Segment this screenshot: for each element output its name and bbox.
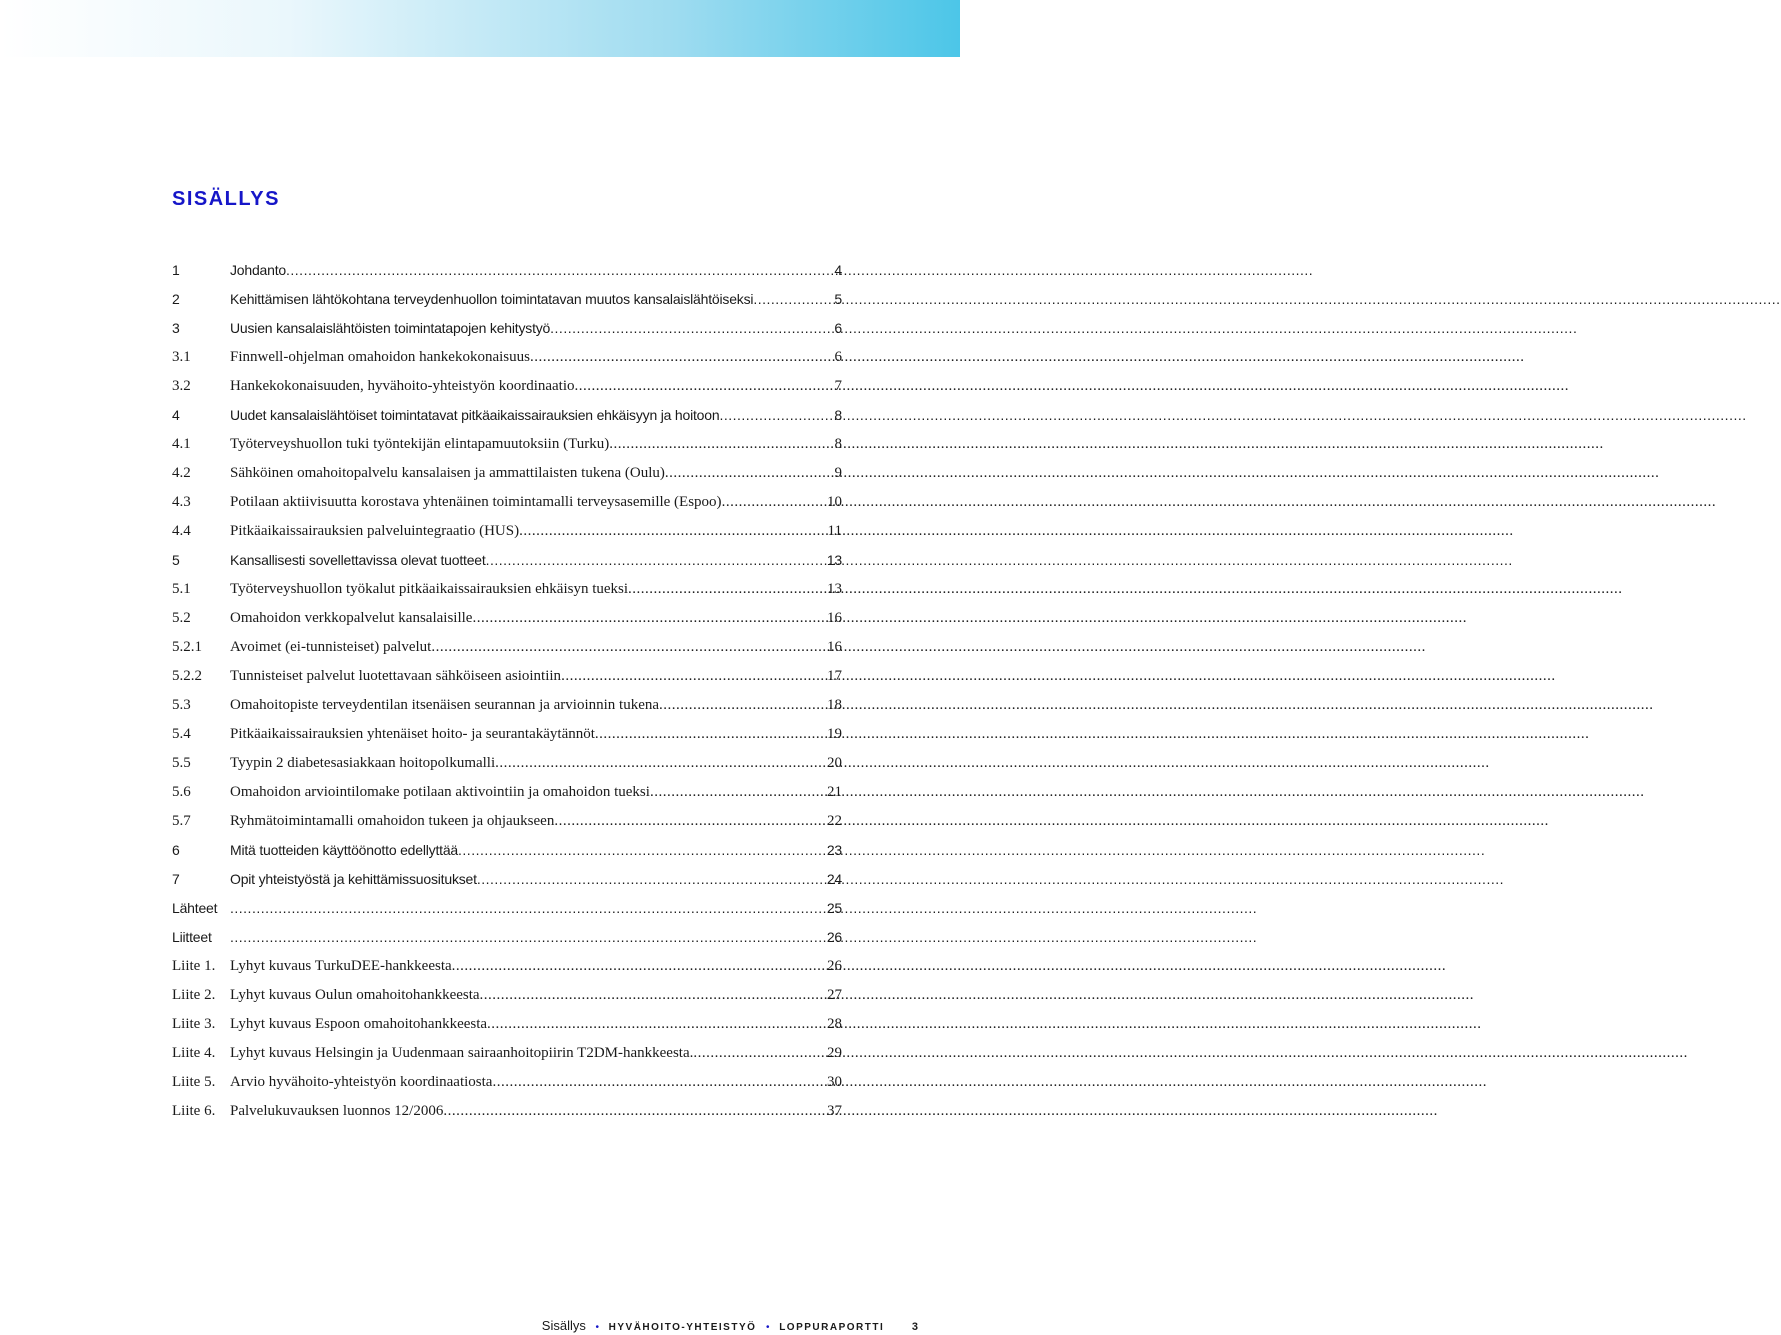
toc-dot-leader	[665, 465, 833, 482]
toc-dot-leader	[575, 378, 833, 395]
header-color-band	[0, 0, 960, 57]
toc-entry-title: Tyypin 2 diabetesasiakkaan hoitopolkumalli	[230, 755, 496, 771]
page-footer	[542, 1318, 918, 1333]
toc-entry-number: 4	[172, 407, 180, 423]
toc-entry-title: Pitkäaikaissairauksien palveluintegraatio (HUS)	[230, 523, 520, 539]
toc-dot-leader	[443, 1103, 825, 1120]
footer-report-label: LOPPURAPORTTI	[779, 1322, 885, 1333]
toc-entry-number: 4.1	[172, 436, 191, 452]
toc-entry[interactable]	[172, 842, 842, 871]
toc-entry-page: 6	[834, 320, 842, 336]
toc-entry-page: 7	[834, 378, 842, 394]
toc-entry-number: Liite 3.	[172, 1016, 216, 1032]
toc-entry-page: 29	[827, 1045, 842, 1061]
toc-dot-leader	[286, 262, 832, 278]
toc-entry[interactable]	[172, 697, 842, 726]
toc-entry-number: 5.2.1	[172, 639, 202, 655]
toc-entry-title: Uusien kansalaislähtöisten toimintatapojen kehitystyö	[230, 320, 551, 336]
toc-dot-leader	[659, 697, 825, 714]
toc-entry-page: 26	[826, 929, 842, 945]
toc-entry-title: Finnwell-ohjelman omahoidon hankekokonaisuus	[230, 349, 530, 365]
toc-entry-page: 17	[827, 668, 842, 684]
toc-entry-title: Lyhyt kuvaus TurkuDEE-hankkeesta	[230, 958, 452, 974]
toc-entry-page: 20	[827, 755, 842, 771]
toc-entry-page: 16	[827, 610, 842, 626]
toc-entry[interactable]	[172, 610, 842, 639]
toc-entry-title: Lyhyt kuvaus Oulun omahoitohankkeesta	[230, 987, 480, 1003]
toc-entry-number: 2	[172, 291, 180, 307]
toc-entry[interactable]	[172, 262, 842, 291]
toc-entry-title: Kansallisesti sovellettavissa olevat tuotteet	[230, 552, 486, 568]
toc-entry-page: 16	[827, 639, 842, 655]
toc-entry-page: 28	[827, 1016, 842, 1032]
toc-dot-leader	[487, 1016, 825, 1033]
toc-entry-number: Liite 2.	[172, 987, 216, 1003]
toc-entry-number: 5.3	[172, 697, 191, 713]
toc-dot-leader	[595, 726, 825, 743]
toc-entry[interactable]	[172, 929, 842, 958]
toc-entry[interactable]	[172, 755, 842, 784]
toc-entry-title: Hankekokonaisuuden, hyvähoito-yhteistyön koordinaatio	[230, 378, 575, 394]
toc-dot-leader	[472, 610, 825, 627]
toc-entry[interactable]	[172, 552, 842, 581]
toc-entry[interactable]	[172, 407, 842, 436]
toc-entry-title: Lyhyt kuvaus Espoon omahoitohankkeesta	[230, 1016, 488, 1032]
toc-entry-title: Omahoidon verkkopalvelut kansalaisille	[230, 610, 473, 626]
toc-entry-number: 4.3	[172, 494, 191, 510]
toc-entry-page: 10	[827, 494, 842, 510]
toc-entry-title: Palvelukuvauksen luonnos 12/2006	[230, 1103, 444, 1119]
toc-entry-title: Työterveyshuollon tuki työntekijän elintapamuutoksiin (Turku)	[230, 436, 610, 452]
toc-entry-number: 5	[172, 552, 180, 568]
toc-entry-page: 9	[834, 465, 842, 481]
toc-entry-number: Lähteet	[172, 900, 218, 916]
toc-entry-page: 22	[827, 813, 842, 829]
toc-entry[interactable]	[172, 581, 842, 610]
toc-dot-leader	[477, 871, 825, 887]
toc-dot-leader	[550, 320, 832, 336]
toc-entry[interactable]	[172, 871, 842, 900]
toc-dot-leader	[554, 813, 825, 830]
toc-entry[interactable]	[172, 378, 842, 407]
toc-entry-title: Uudet kansalaislähtöiset toimintatavat pitkäaikaissairauksien ehkäisyyn ja hoitoon	[230, 407, 720, 423]
toc-dot-leader	[486, 552, 825, 568]
toc-dot-leader	[722, 494, 825, 511]
toc-entry-page: 37	[827, 1103, 842, 1119]
toc-entry[interactable]	[172, 436, 842, 465]
toc-entry-title: Lyhyt kuvaus Helsingin ja Uudenmaan sairaanhoitopiirin T2DM-hankkeesta.	[230, 1045, 694, 1061]
toc-entry-page: 11	[827, 523, 842, 539]
toc-entry-page: 27	[827, 987, 842, 1003]
toc-dot-leader	[719, 407, 832, 423]
toc-entry[interactable]	[172, 958, 842, 987]
toc-entry-title: Mitä tuotteiden käyttöönotto edellyttää	[230, 842, 459, 858]
toc-entry-number: 5.7	[172, 813, 191, 829]
toc-entry-number: 5.2.2	[172, 668, 202, 684]
toc-dot-leader	[650, 784, 825, 801]
footer-bullet-icon: •	[595, 1322, 600, 1333]
toc-entry-number: 3.1	[172, 349, 191, 365]
toc-entry-number: 5.5	[172, 755, 191, 771]
toc-entry-number: Liite 6.	[172, 1103, 216, 1119]
toc-entry[interactable]	[172, 1045, 842, 1074]
toc-entry-page: 8	[834, 407, 842, 423]
toc-entry-page: 21	[827, 784, 842, 800]
toc-entry-number: Liite 4.	[172, 1045, 216, 1061]
toc-entry-title: Sähköinen omahoitopalvelu kansalaisen ja ammattilaisten tukena (Oulu)	[230, 465, 665, 481]
toc-entry-page: 26	[827, 958, 842, 974]
toc-entry[interactable]	[172, 668, 842, 697]
toc-entry[interactable]	[172, 1103, 842, 1132]
toc-entry[interactable]	[172, 639, 842, 668]
toc-entry-page: 23	[826, 842, 842, 858]
toc-entry[interactable]	[172, 900, 842, 929]
toc-entry-page: 13	[826, 552, 842, 568]
toc-entry-page: 8	[834, 436, 842, 452]
toc-entry[interactable]	[172, 494, 842, 523]
toc-dot-leader	[519, 523, 825, 540]
toc-entry-title: Johdanto	[230, 262, 287, 278]
toc-entry[interactable]	[172, 1016, 842, 1045]
toc-entry[interactable]	[172, 523, 842, 552]
toc-dot-leader	[753, 291, 832, 307]
toc-entry-page: 5	[834, 291, 842, 307]
toc-entry-number: Liitteet	[172, 929, 212, 945]
toc-entry-page: 30	[827, 1074, 842, 1090]
toc-dot-leader	[492, 1074, 825, 1091]
toc-entry-number: 3	[172, 320, 180, 336]
toc-entry-number: 1	[172, 262, 180, 278]
toc-entry-page: 24	[826, 871, 842, 887]
toc-entry[interactable]	[172, 784, 842, 813]
toc-entry-page: 18	[827, 697, 842, 713]
toc-entry[interactable]	[172, 813, 842, 842]
page-title: SISÄLLYS	[172, 188, 280, 210]
toc-entry[interactable]	[172, 1074, 842, 1103]
toc-entry-title: Kehittämisen lähtökohtana terveydenhuollon toimintatavan muutos kansalaislähtöiseksi	[230, 291, 754, 307]
toc-dot-leader	[431, 639, 825, 656]
toc-dot-leader	[495, 755, 825, 772]
toc-entry-title: Pitkäaikaissairauksien yhtenäiset hoito- ja seurantakäytännöt	[230, 726, 595, 742]
toc-entry-title: Omahoitopiste terveydentilan itsenäisen seurannan ja arvioinnin tukena	[230, 697, 660, 713]
toc-entry[interactable]	[172, 465, 842, 494]
toc-entry-title: Tunnisteiset palvelut luotettavaan sähköiseen asiointiin	[230, 668, 562, 684]
toc-entry-number: 5.1	[172, 581, 191, 597]
toc-entry-title: Arvio hyvähoito-yhteistyön koordinaatiosta	[230, 1074, 493, 1090]
toc-entry-page: 6	[834, 349, 842, 365]
toc-entry-title: Opit yhteistyöstä ja kehittämissuositukset	[230, 871, 477, 887]
toc-entry-number: Liite 5.	[172, 1074, 216, 1090]
toc-entry-number: 5.4	[172, 726, 191, 742]
toc-entry[interactable]	[172, 320, 842, 349]
toc-dot-leader	[452, 958, 825, 975]
toc-dot-leader	[230, 900, 825, 916]
toc-entry-number: Liite 1.	[172, 958, 216, 974]
toc-entry-page: 13	[827, 581, 842, 597]
toc-dot-leader	[230, 929, 825, 945]
toc-entry-title: Potilaan aktiivisuutta korostava yhtenäinen toimintamalli terveysasemille (Espoo)	[230, 494, 722, 510]
toc-entry-page: 4	[834, 262, 842, 278]
toc-entry-number: 5.2	[172, 610, 191, 626]
toc-entry-title: Ryhmätoimintamalli omahoidon tukeen ja ohjaukseen	[230, 813, 555, 829]
toc-entry[interactable]	[172, 291, 842, 320]
toc-entry-number: 4.2	[172, 465, 191, 481]
footer-bullet-icon: •	[766, 1322, 770, 1333]
toc-entry[interactable]	[172, 987, 842, 1016]
toc-dot-leader	[609, 436, 832, 453]
toc-dot-leader	[561, 668, 825, 685]
toc-entry-title: Omahoidon arviointilomake potilaan aktivointiin ja omahoidon tueksi	[230, 784, 650, 800]
toc-entry-title: Työterveyshuollon työkalut pitkäaikaissairauksien ehkäisyn tueksi	[230, 581, 629, 597]
toc-entry[interactable]	[172, 726, 842, 755]
table-of-contents	[172, 262, 842, 1132]
toc-dot-leader	[480, 987, 825, 1004]
toc-dot-leader	[530, 349, 833, 366]
toc-entry-number: 4.4	[172, 523, 191, 539]
toc-dot-leader	[628, 581, 825, 598]
toc-entry-number: 7	[172, 871, 180, 887]
footer-page-number: 3	[911, 1321, 918, 1333]
toc-entry[interactable]	[172, 349, 842, 378]
toc-dot-leader	[458, 842, 825, 858]
footer-publication-title: HYVÄHOITO-YHTEISTYÖ	[608, 1322, 757, 1333]
toc-entry-number: 6	[172, 842, 180, 858]
toc-entry-page: 25	[826, 900, 842, 916]
toc-entry-number: 5.6	[172, 784, 191, 800]
footer-section-label: Sisällys	[541, 1318, 586, 1333]
toc-dot-leader	[693, 1045, 825, 1062]
toc-entry-title: Avoimet (ei-tunnisteiset) palvelut	[230, 639, 432, 655]
toc-entry-number: 3.2	[172, 378, 191, 394]
toc-entry-page: 19	[827, 726, 842, 742]
